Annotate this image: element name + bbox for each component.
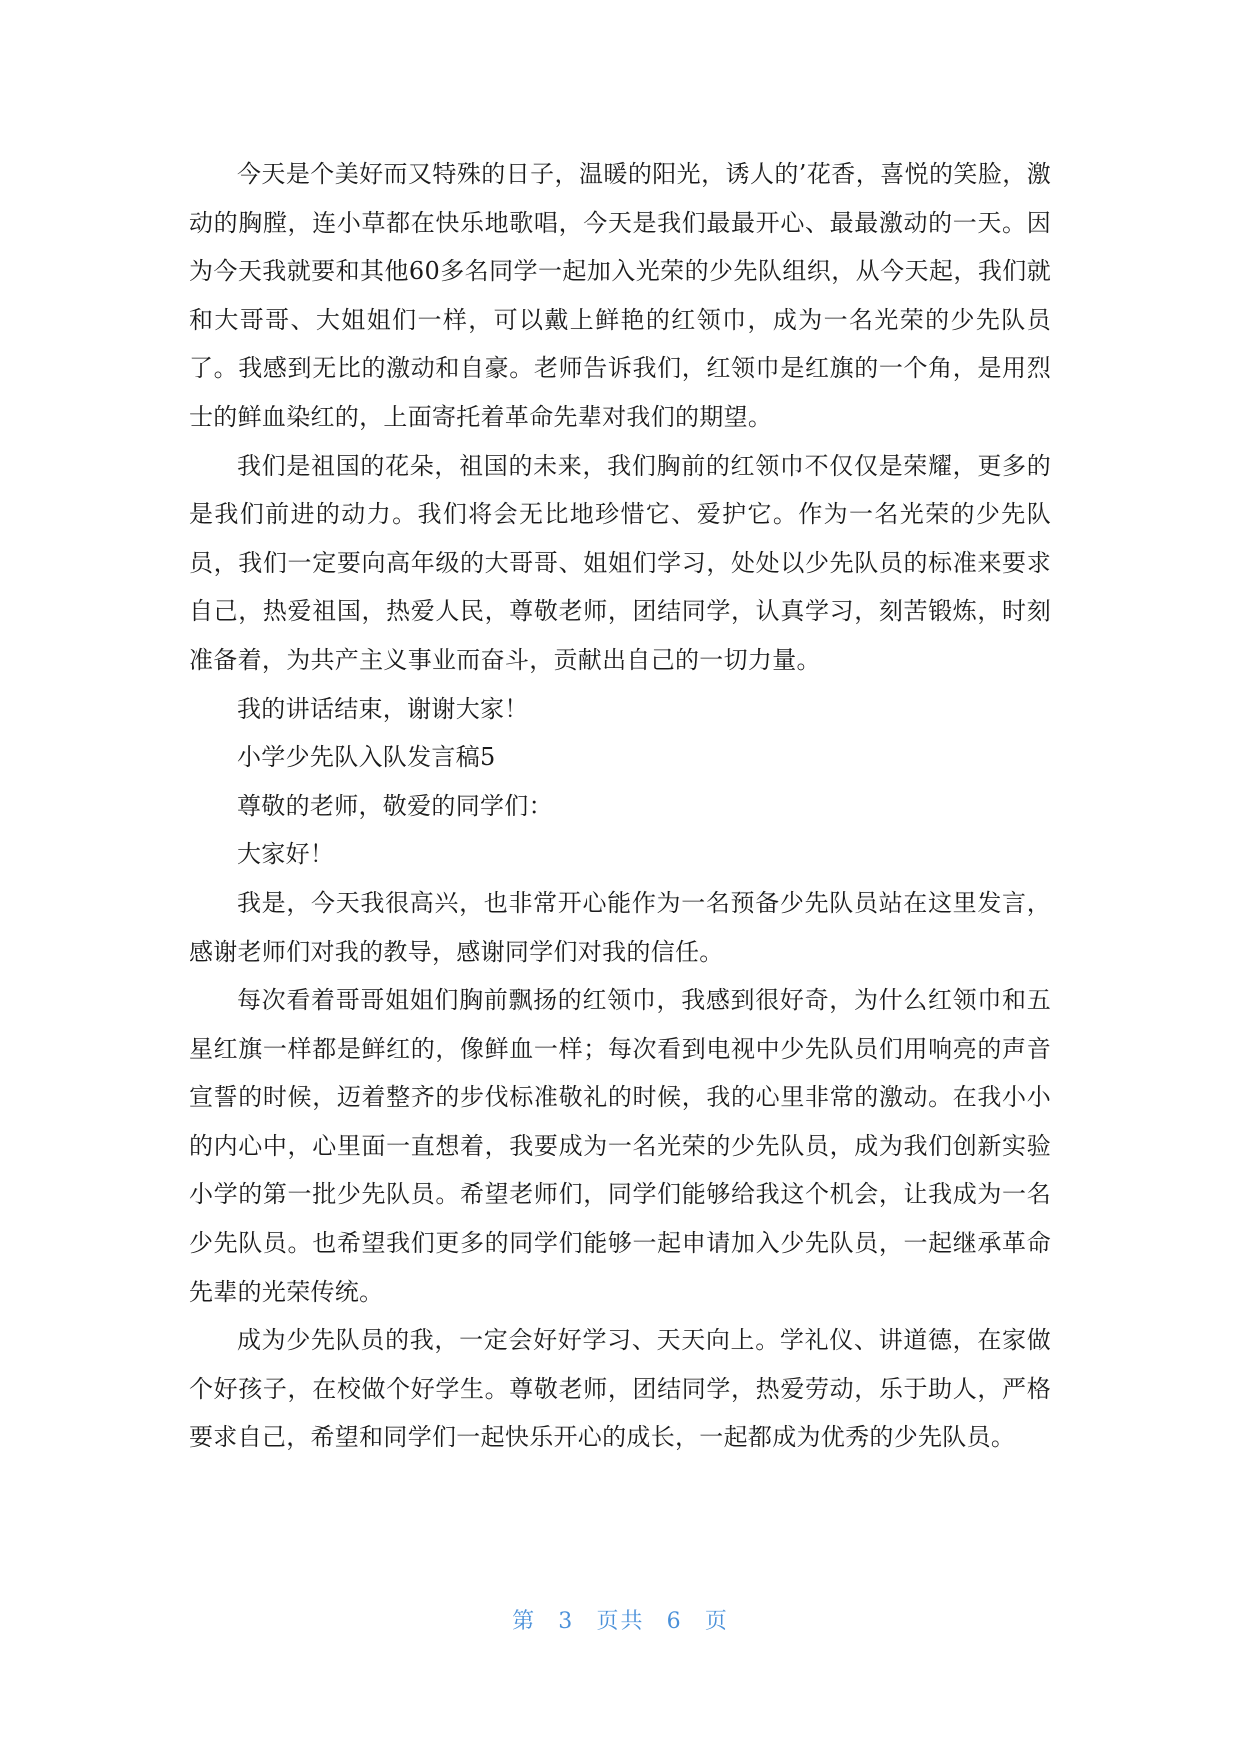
paragraph-5: 成为少先队员的我，一定会好好学习、天天向上。学礼仪、讲道德，在家做个好孩子，在校做个好学生。尊敬老师，团结同学，热爱劳动，乐于助人，严格要求自己，希望和同学们一起快乐开心的成长，一起都成为优秀的少先队员。 xyxy=(189,1326,1051,1452)
document-body xyxy=(189,150,1051,1462)
section-title: 小学少先队入队发言稿5 xyxy=(237,743,496,772)
greeting: 大家好！ xyxy=(237,840,335,869)
page-number-footer: 第 3 页共 6 页 xyxy=(512,1609,729,1634)
paragraph-1: 今天是个美好而又特殊的日子，温暖的阳光，诱人的’花香，喜悦的笑脸，激动的胸膛，连小草都在快乐地歌唱，今天是我们最最开心、最最激动的一天。因为今天我就要和其他60多名同学一起加入光荣的少先队组织，从今天起，我们就和大哥哥、大姐姐们一样，可以戴上鲜艳的红领巾，成为一名光荣的少先队员了。我感到无比的激动和自豪。老师告诉我们，红领巾是红旗的一个角，是用烈士的鲜血染红的，上面寄托着革命先辈对我们的期望。 xyxy=(189,160,1051,431)
paragraph-4: 每次看着哥哥姐姐们胸前飘扬的红领巾，我感到很好奇，为什么红领巾和五星红旗一样都是鲜红的，像鲜血一样；每次看到电视中少先队员们用响亮的声音宣誓的时候，迈着整齐的步伐标准敬礼的时候，我的心里非常的激动。在我小小的内心中，心里面一直想着，我要成为一名光荣的少先队员，成为我们创新实验小学的第一批少先队员。希望老师们，同学们能够给我这个机会，让我成为一名少先队员。也希望我们更多的同学们能够一起申请加入少先队员，一起继承革命先辈的光荣传统。 xyxy=(189,986,1051,1306)
paragraph-2: 我们是祖国的花朵，祖国的未来，我们胸前的红领巾不仅仅是荣耀，更多的是我们前进的动力。我们将会无比地珍惜它、爱护它。作为一名光荣的少先队员，我们一定要向高年级的大哥哥、姐姐们学习，处处以少先队员的标准来要求自己，热爱祖国，热爱人民，尊敬老师，团结同学，认真学习，刻苦锻炼，时刻准备着，为共产主义事业而奋斗，贡献出自己的一切力量。 xyxy=(189,451,1051,674)
salutation: 尊敬的老师，敬爱的同学们： xyxy=(237,791,553,820)
paragraph-3: 我是，今天我很高兴，也非常开心能作为一名预备少先队员站在这里发言，感谢老师们对我的教导，感谢同学们对我的信任。 xyxy=(189,888,1051,966)
closing-line: 我的讲话结束，谢谢大家！ xyxy=(237,694,529,723)
